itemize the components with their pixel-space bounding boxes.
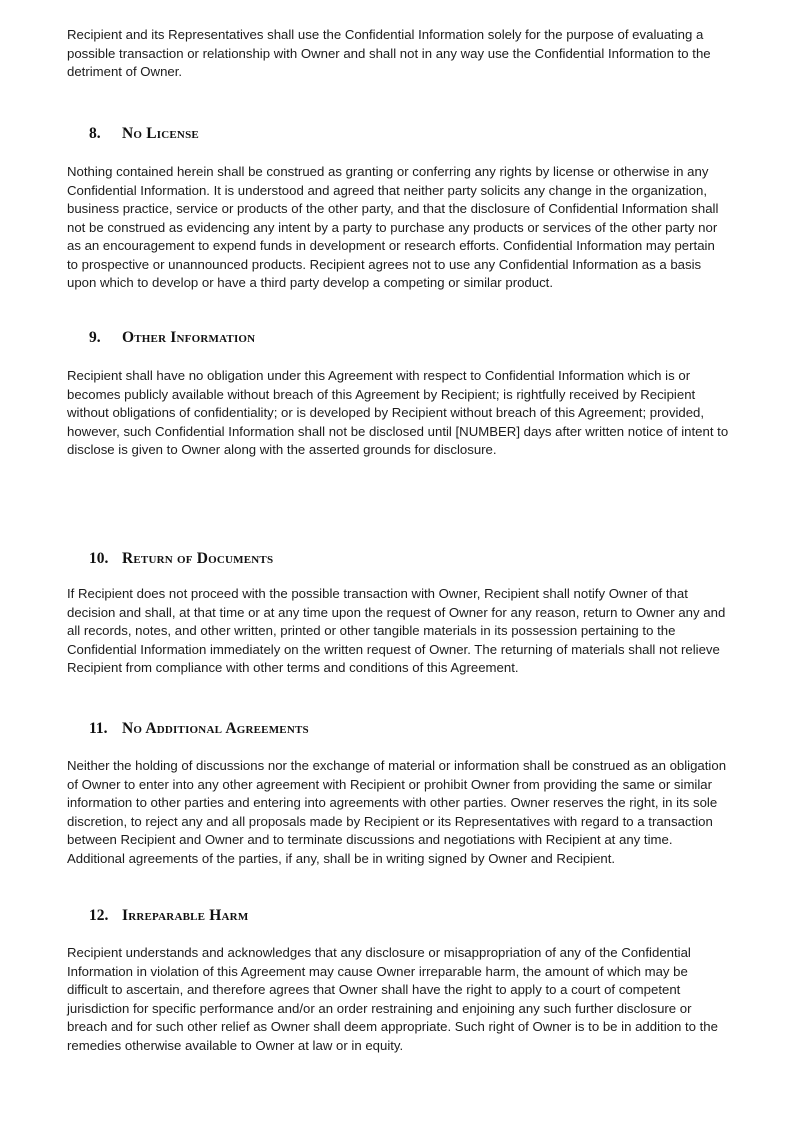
section-number: 12. — [89, 907, 109, 924]
section-body-9: Recipient shall have no obligation under this Agreement with respect to Confidential Information which is or becomes publicly available without breach of this Agreement by Recipient; is rightfully received by Recipient without obligations of confidentiality; or is developed by Recipient without breach of this Agreement; provided, however, such Confidential Information shall not be disclosed until [NUMBER] days after written notice of intent to disclose is given to Owner along with the asserted grounds for disclosure. — [67, 368, 729, 457]
section-heading-11 — [89, 720, 709, 738]
section-number: 11. — [89, 720, 108, 737]
section-title: Return of Documents — [122, 550, 274, 567]
section-heading-10 — [89, 550, 709, 568]
section-title: No Additional Agreements — [122, 720, 309, 737]
section-title: No License — [122, 125, 199, 142]
section-title: Other Information — [122, 329, 256, 346]
section-number: 10. — [89, 550, 109, 567]
section-body-11: Neither the holding of discussions nor the exchange of material or information shall be construed as an obligation of Owner to enter into any other agreement with Recipient or prohibit Owner from providing the same or similar information to other parties and entering into agreements with other parties. Owner reserves the right, in its sole discretion, to reject any and all proposals made by Recipient or its Representatives with regard to a transaction between Recipient and Owner and to terminate discussions and negotiations with Recipient at any time. Additional agreements of the parties, if any, shall be in writing signed by Owner and Recipient. — [67, 758, 727, 866]
section-heading-8 — [89, 125, 709, 143]
section-body-12: Recipient understands and acknowledges that any disclosure or misappropriation of any of the Confidential Information in violation of this Agreement may cause Owner irreparable harm, the amount of which may be difficult to ascertain, and therefore agrees that Owner shall have the right to apply to a court of competent jurisdiction for specific performance and/or an order restraining and enjoining any such further disclosure or breach and for such other relief as Owner shall deem appropriate. Such right of Owner is to be in addition to the remedies otherwise available to Owner at law or in equity. — [67, 945, 718, 1053]
intro-paragraph: Recipient and its Representatives shall use the Confidential Information solely for the purpose of evaluating a possible transaction or relationship with Owner and shall not in any way use the Confidential Information to the detriment of Owner. — [67, 27, 711, 79]
section-heading-9 — [89, 329, 709, 347]
section-number: 9. — [89, 329, 101, 346]
section-body-10: If Recipient does not proceed with the possible transaction with Owner, Recipient shall notify Owner of that decision and shall, at that time or at any time upon the request of Owner for any reason, return to Owner any and all records, notes, and other written, printed or other tangible materials in its possession pertaining to the Confidential Information immediately on the written request of Owner. The returning of materials shall not relieve Recipient from compliance with other terms and conditions of this Agreement. — [67, 586, 726, 675]
section-heading-12 — [89, 907, 709, 925]
section-number: 8. — [89, 125, 101, 142]
section-body-8: Nothing contained herein shall be construed as granting or conferring any rights by license or otherwise in any Confidential Information. It is understood and agreed that neither party solicits any change in the organization, business practice, service or products of the other party, and that the disclosure of Confidential Information shall not be construed as evidencing any intent by a party to purchase any products or services of the other party nor as an encouragement to expend funds in development or research efforts. Confidential Information may pertain to prospective or unannounced products. Recipient agrees not to use any Confidential Information as a basis upon which to develop or have a third party develop a competing or similar product. — [67, 164, 719, 290]
section-title: Irreparable Harm — [122, 907, 249, 924]
